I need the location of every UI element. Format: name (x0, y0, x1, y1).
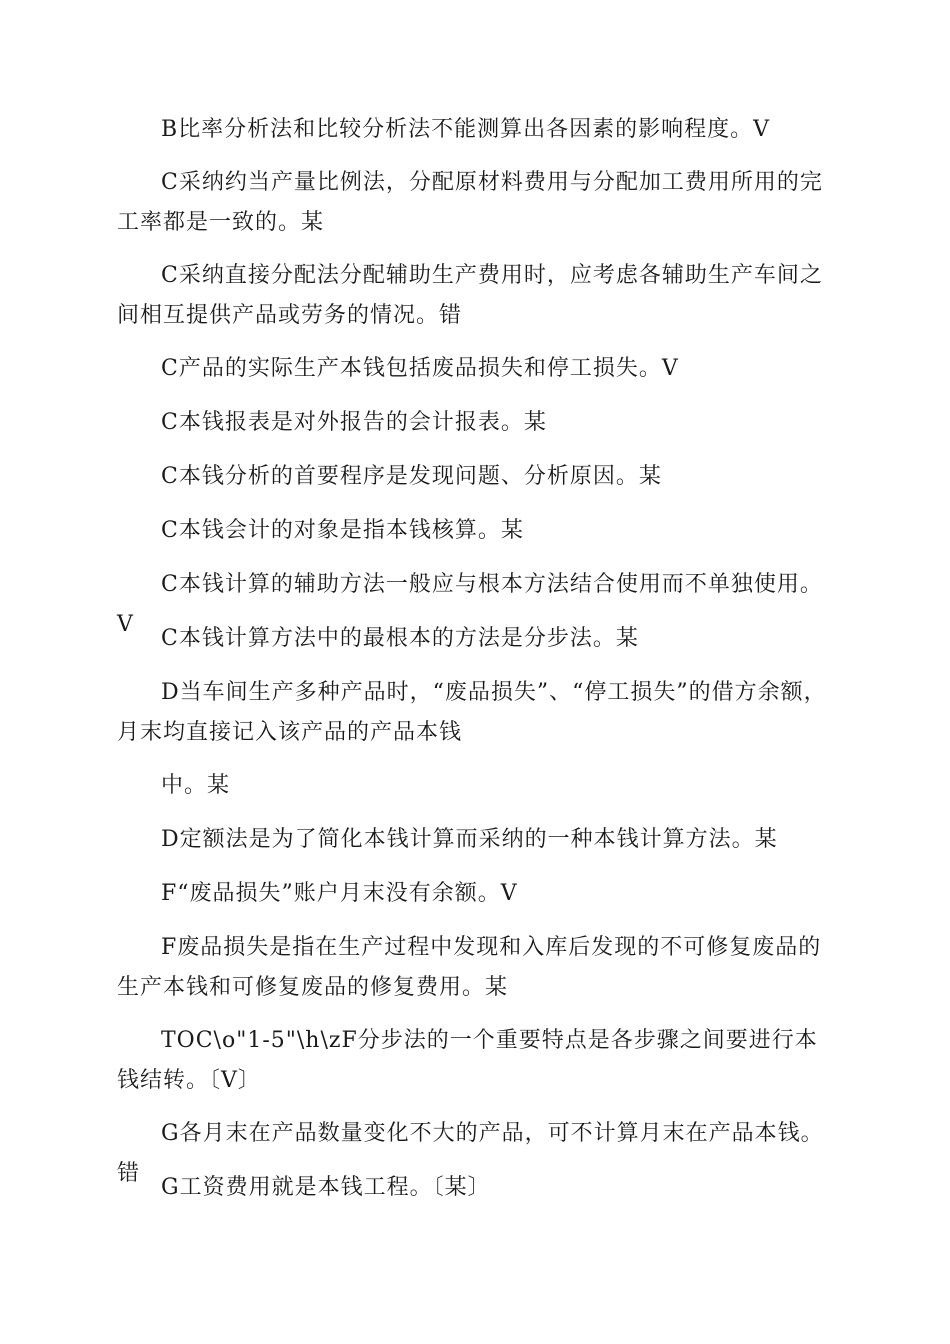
paragraph-6: C本钱分析的首要程序是发现问题、分析原因。某 (161, 464, 662, 489)
paragraph-17: G工资费用就是本钱工程。〔某〕 (161, 1175, 491, 1200)
paragraph-15: TOC\o"1-5"\h\zF分步法的一个重要特点是各步骤之间要进行本钱结转。〔V〕 (117, 1028, 818, 1093)
paragraph-13: F“废品损失”账户月末没有余额。V (161, 881, 518, 906)
paragraph-16: G各月末在产品数量变化不大的产品，可不计算月末在产品本钱。错 (117, 1121, 824, 1186)
paragraph-9: C本钱计算方法中的最根本的方法是分步法。某 (161, 626, 639, 651)
paragraph-2: C采纳约当产量比例法，分配原材料费用与分配加工费用所用的完工率都是一致的。某 (117, 170, 823, 235)
paragraph-4: C产品的实际生产本钱包括废品损失和停工损失。V (161, 356, 679, 381)
paragraph-11: 中。某 (161, 773, 231, 798)
paragraph-10: D当车间生产多种产品时，“废品损失”、“停工损失”的借方余额，月末均直接记入该产品的产品本钱 (117, 680, 827, 745)
paragraph-5: C本钱报表是对外报告的会计报表。某 (161, 410, 547, 435)
paragraph-8: C本钱计算的辅助方法一般应与根本方法结合使用而不单独使用。V (117, 572, 823, 637)
paragraph-7: C本钱会计的对象是指本钱核算。某 (161, 518, 524, 543)
paragraph-14: F废品损失是指在生产过程中发现和入库后发现的不可修复废品的生产本钱和可修复废品的修复费用。某 (117, 935, 822, 1000)
paragraph-1: B比率分析法和比较分析法不能测算出各因素的影响程度。V (161, 117, 771, 142)
paragraph-3: C采纳直接分配法分配辅助生产费用时，应考虑各辅助生产车间之间相互提供产品或劳务的情况。错 (117, 263, 823, 328)
paragraph-12: D定额法是为了简化本钱计算而采纳的一种本钱计算方法。某 (161, 827, 778, 852)
